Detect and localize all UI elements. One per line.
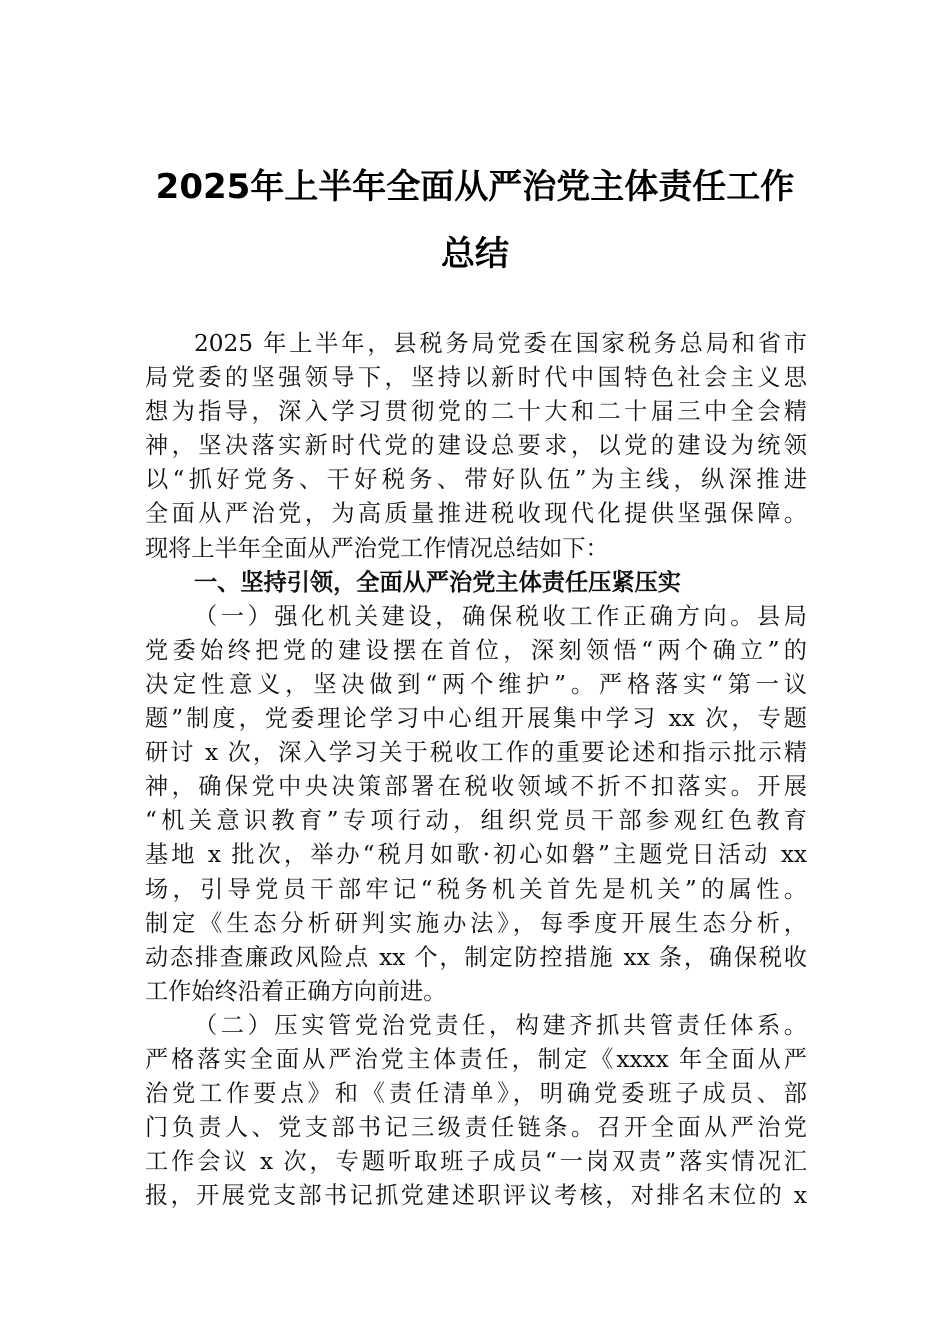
paragraph-line: （二）压实管党治党责任，构建齐抓共管责任体系。 xyxy=(194,1011,807,1039)
intro-line: 想为指导，深入学习贯彻党的二十大和二十届三中全会精 xyxy=(145,398,807,426)
paragraph-1 xyxy=(145,600,807,1009)
paragraph-line: 门负责人、党支部书记三级责任链条。召开全面从严治党 xyxy=(145,1114,807,1142)
intro-line: 以“抓好党务、干好税务、带好队伍”为主线，纵深推进 xyxy=(145,466,807,494)
paragraph-line: 工作会议 x 次，专题听取班子成员“一岗双责”落实情况汇 xyxy=(145,1148,807,1176)
paragraph-line: 制定《生态分析研判实施办法》，每季度开展生态分析， xyxy=(145,909,807,937)
paragraph-line: （一）强化机关建设，确保税收工作正确方向。县局 xyxy=(194,602,807,630)
intro-line: 神，坚决落实新时代党的建设总要求，以党的建设为统领 xyxy=(145,432,807,460)
paragraph-line: 基地 x 批次，举办“税月如歌·初心如磐”主题党日活动 xx xyxy=(145,841,807,869)
paragraph-line: 治党工作要点》和《责任清单》，明确党委班子成员、部 xyxy=(145,1080,807,1108)
document-body xyxy=(145,327,807,1213)
intro-line: 现将上半年全面从严治党工作情况总结如下： xyxy=(145,534,609,562)
intro-line: 全面从严治党，为高质量推进税收现代化提供坚强保障。 xyxy=(145,500,807,528)
section-heading-1: 一、坚持引领，全面从严治党主体责任压紧压实 xyxy=(194,568,681,596)
paragraph-line: 题”制度，党委理论学习中心组开展集中学习 xx 次，专题 xyxy=(145,705,807,733)
intro-paragraph xyxy=(145,327,807,566)
paragraph-line: “机关意识教育”专项行动，组织党员干部参观红色教育 xyxy=(145,807,807,835)
document-title-line-1: 2025年上半年全面从严治党主体责任工作 xyxy=(155,167,795,207)
intro-line: 2025 年上半年，县税务局党委在国家税务总局和省市 xyxy=(194,330,807,357)
document-title-line-2: 总结 xyxy=(441,234,509,274)
paragraph-line: 神，确保党中央决策部署在税收领域不折不扣落实。开展 xyxy=(145,773,807,801)
paragraph-2 xyxy=(145,1009,807,1214)
intro-line: 局党委的坚强领导下，坚持以新时代中国特色社会主义思 xyxy=(145,364,807,392)
paragraph-line: 研讨 x 次，深入学习关于税收工作的重要论述和指示批示精 xyxy=(145,739,807,767)
paragraph-line: 决定性意义，坚决做到“两个维护”。严格落实“第一议 xyxy=(145,670,807,698)
paragraph-line: 工作始终沿着正确方向前进。 xyxy=(145,977,447,1005)
paragraph-line: 场，引导党员干部牢记“税务机关首先是机关”的属性。 xyxy=(145,875,807,903)
paragraph-line: 严格落实全面从严治党主体责任，制定《xxxx 年全面从严 xyxy=(145,1045,807,1073)
paragraph-line: 党委始终把党的建设摆在首位，深刻领悟“两个确立”的 xyxy=(145,636,807,664)
paragraph-line: 动态排查廉政风险点 xx 个，制定防控措施 xx 条，确保税收 xyxy=(145,943,807,971)
paragraph-line: 报，开展党支部书记抓党建述职评议考核，对排名末位的 x xyxy=(145,1182,807,1210)
